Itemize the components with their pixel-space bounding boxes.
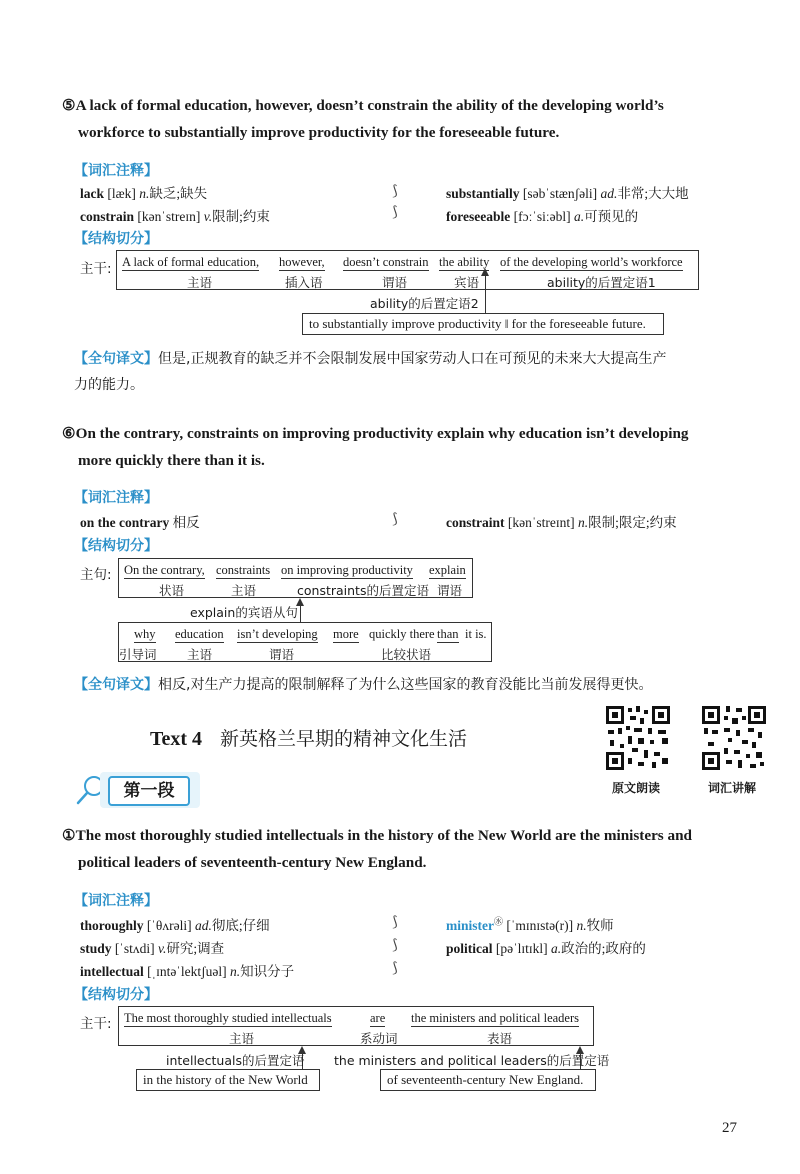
text-title [150, 724, 467, 751]
modifier-box [380, 1069, 596, 1091]
vocab-entry: substantially [səbˈstænʃəli] ad.非常;大大地 [446, 186, 689, 201]
role-label: 主语 [187, 275, 213, 290]
sentence-number: ⑤ [62, 97, 76, 114]
section-badge: 第一段 [108, 776, 190, 806]
role-label: 主语 [231, 583, 257, 598]
structure-tag: 【结构切分】 [74, 538, 158, 554]
divider-squiggle: ⟆ [392, 914, 398, 930]
clause-box [118, 622, 492, 662]
role-label: 谓语 [382, 275, 408, 290]
divider-squiggle: ⟆ [392, 183, 398, 199]
divider-squiggle: ⟆ [392, 511, 398, 527]
role-label: 插入语 [285, 275, 323, 290]
vocab-entry: constrain [kənˈstreɪn] v.限制;约束 [80, 209, 270, 224]
role-label: 主语 [229, 1031, 255, 1046]
segment: than [437, 627, 459, 641]
segment: on improving productivity [281, 563, 413, 577]
sentence-line: On the contrary, constraints on improving productivity explain why education isn’t developing [75, 425, 689, 442]
modifier-text: to substantially improve productivity ‖ for the foreseeable future. [309, 316, 646, 331]
segment: constraints [216, 563, 271, 577]
vocab-entry: on the contrary 相反 [80, 515, 200, 530]
segment: education [175, 627, 224, 641]
modifier-text: in the history of the New World [143, 1072, 308, 1087]
modifier-label: the ministers and political leaders的后置定语 [334, 1053, 610, 1068]
translation-line: 但是,正规教育的缺乏并不会限制发展中国家劳动人口在可预见的未来大大提高生产 [158, 351, 667, 367]
vocab-entry: study [ˈstʌdi] v.研究;调查 [80, 941, 225, 956]
translation [74, 672, 774, 698]
role-label: 引导词 [119, 647, 157, 662]
role-label: 谓语 [269, 647, 295, 662]
vocab-entry: lack [læk] n.缺乏;缺失 [80, 186, 208, 201]
role-label: 主语 [187, 647, 213, 662]
title-cn: 新英格兰早期的精神文化生活 [220, 728, 468, 750]
sentence-line: workforce to substantially improve productivity for the foreseeable future. [78, 124, 560, 141]
qr-code-icon[interactable] [604, 704, 672, 772]
modifier-label: ability的后置定语2 [370, 296, 479, 311]
vocab-entry: constraint [kənˈstreɪnt] n.限制;限定;约束 [446, 515, 677, 530]
structure-tag: 【结构切分】 [74, 231, 158, 247]
segment: however, [279, 255, 325, 269]
sentence-line: more quickly there than it is. [78, 452, 265, 469]
sentence-line: A lack of formal education, however, doesn’t constrain the ability of the developing world’s [75, 97, 664, 114]
role-label: 宾语 [454, 275, 480, 290]
sentence-line: political leaders of seventeenth-century New England. [78, 854, 427, 871]
vocab-entry: thoroughly [ˈθʌrəli] ad.彻底;仔细 [80, 918, 270, 933]
translation-tag: 【全句译文】 [74, 677, 158, 693]
translation-line: 相反,对生产力提高的限制解释了为什么这些国家的教育没能比当前发展得更快。 [158, 677, 653, 693]
page-number: 27 [722, 1120, 737, 1136]
arrow-up [481, 268, 489, 276]
role-label: 谓语 [437, 583, 463, 598]
segment: quickly there [369, 627, 435, 641]
structure-box [118, 1006, 594, 1046]
sentence-number: ⑥ [62, 425, 76, 442]
modifier-box [302, 313, 664, 335]
structure-label: 主句: [80, 567, 112, 583]
segment: more [333, 627, 359, 641]
sentence-number: ① [62, 827, 76, 844]
role-label: 表语 [487, 1031, 513, 1046]
sentence-6 [62, 420, 762, 474]
divider-squiggle: ⟆ [392, 937, 398, 953]
sentence-1 [62, 822, 762, 876]
translation-line: 力的能力。 [74, 377, 144, 393]
role-label: 系动词 [360, 1031, 398, 1046]
vocab-entry: minister㊌ [ˈmɪnɪstə(r)] n.牧师 [446, 916, 614, 933]
divider-squiggle: ⟆ [392, 204, 398, 220]
segment: The most thoroughly studied intellectuals [124, 1011, 332, 1025]
segment: the ministers and political leaders [411, 1011, 580, 1025]
segment: A lack of formal education, [122, 255, 260, 269]
structure-label: 主干: [80, 1016, 112, 1032]
modifier-text: of seventeenth-century New England. [387, 1072, 584, 1087]
segment: the ability [439, 255, 490, 269]
translation-tag: 【全句译文】 [74, 351, 158, 367]
vocab-tag: 【词汇注释】 [74, 163, 158, 179]
sentence-line: The most thoroughly studied intellectuals in the history of the New World are the ministers and [75, 827, 693, 844]
vocab-entry: intellectual [ˌɪntəˈlektʃuəl] n.知识分子 [80, 964, 295, 979]
role-label: 状语 [159, 583, 185, 598]
connector-line [485, 276, 486, 314]
structure-box [118, 558, 473, 598]
segment: doesn’t constrain [343, 255, 429, 269]
role-label: ability的后置定语1 [547, 275, 656, 290]
qr-caption: 词汇讲解 [708, 781, 757, 795]
translation [74, 346, 774, 398]
segment: why [134, 627, 156, 641]
vocab-entry: political [pəˈlɪtɪkl] a.政治的;政府的 [446, 941, 646, 956]
vocab-tag: 【词汇注释】 [74, 893, 158, 909]
modifier-box [136, 1069, 320, 1091]
structure-tag: 【结构切分】 [74, 987, 158, 1003]
structure-box [116, 250, 699, 290]
vocab-entry: foreseeable [fɔːˈsiːəbl] a.可预见的 [446, 209, 639, 224]
segment: On the contrary, [124, 563, 205, 577]
title-en: Text 4 [150, 728, 203, 750]
structure-label: 主干: [80, 261, 112, 277]
qr-caption: 原文朗读 [612, 781, 661, 795]
segment: explain [429, 563, 466, 577]
sentence-5 [62, 92, 762, 146]
underline-rule [118, 661, 492, 662]
role-label: constraints的后置定语 [297, 583, 429, 598]
role-label: 比较状语 [381, 647, 432, 662]
segment: are [370, 1011, 386, 1025]
divider-squiggle: ⟆ [392, 960, 398, 976]
modifier-label: intellectuals的后置定语 [166, 1053, 305, 1068]
segment: isn’t developing [237, 627, 318, 641]
qr-code-icon[interactable] [700, 704, 768, 772]
segment: of the developing world’s workforce [500, 255, 683, 269]
segment: it is. [465, 627, 487, 641]
clause-label: explain的宾语从句 [190, 605, 298, 620]
connector-line [300, 606, 301, 622]
vocab-tag: 【词汇注释】 [74, 490, 158, 506]
